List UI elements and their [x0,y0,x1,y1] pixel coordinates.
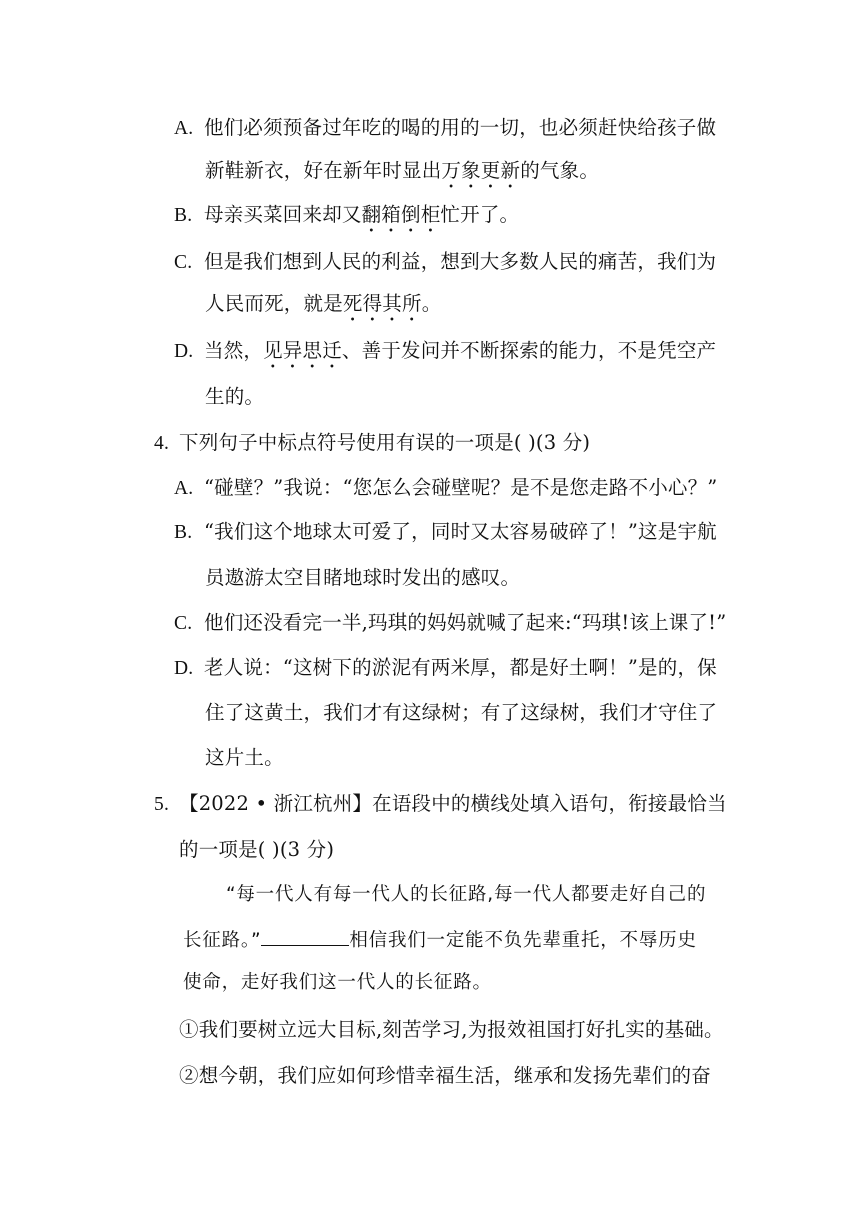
q3-option-b-text: 母亲买菜回来却又 [204,203,362,226]
q3-option-c-text-3: 。 [421,292,442,315]
q5-option-2 [179,1064,711,1088]
q3-option-a-line1 [174,116,716,141]
q4-stem [154,431,590,456]
q3-option-b-idiom: 翻箱倒柜 [361,203,441,226]
q4-number: 4. [154,433,170,454]
q3-option-a-line2 [205,159,599,193]
q4-option-b-line1 [174,520,717,545]
q3-option-c-text: 但是我们想到人民的利益，想到大多数人民的痛苦，我们为 [204,250,717,273]
q4-option-d-label: D. [174,658,194,679]
q3-option-d-line2 [205,385,264,409]
q4-option-a-text: “碰壁？”我说：“您怎么会碰壁呢？是不是您走路不小心？” [204,476,718,499]
q4-option-b-text: “我们这个地球太可爱了，同时又太容易破碎了！”这是宇航 [204,520,717,543]
q3-option-c-line1 [174,250,716,275]
q4-option-a-label: A. [174,478,194,499]
q3-option-d-text-3: 生的。 [205,385,265,408]
q4-stem-text: 下列句子中标点符号使用有误的一项是( )(3 分) [179,431,591,454]
q3-option-a-text-3: 的气象。 [520,159,600,182]
q3-option-d-text: 当然， [204,339,264,362]
q5-passage-line1 [226,883,706,907]
q4-option-a [174,476,717,501]
q5-option-2-text: ②想今朝，我们应如何珍惜幸福生活，继承和发扬先辈们的奋 [179,1064,711,1087]
q3-option-a-idiom: 万象更新 [441,159,521,182]
q5-passage-line2 [183,927,697,953]
q5-passage-text-2: 长征路。” [183,930,262,951]
q4-option-d-line3 [205,746,284,770]
q5-stem-line1 [154,792,727,817]
q4-option-b-label: B. [174,522,193,543]
q4-option-d-text: 老人说：“这树下的淤泥有两米厚，都是好土啊！”是的，保 [204,656,717,679]
q5-passage-line3 [183,971,492,995]
q3-option-d-text-2: 、善于发问并不断探索的能力，不是凭空产 [341,339,717,362]
q5-passage-text-3: 相信我们一定能不负先辈重托，不辱历史 [349,930,697,951]
q4-option-d-text-2: 住了这黄土，我们才有这绿树；有了这绿树，我们才守住了 [205,701,718,724]
q5-stem-text-2: 的一项是( )(3 分) [179,838,335,861]
q4-option-d-line2 [205,701,717,725]
q3-option-a-label: A. [174,118,194,139]
q4-option-b-line2 [205,566,520,590]
q5-stem-text: 【2022 • 浙江杭州】在语段中的横线处填入语句，衔接最恰当 [179,792,727,815]
q3-option-b-label: B. [174,205,193,226]
q4-option-c-label: C. [174,613,193,634]
q5-stem-line2 [179,838,334,862]
q3-option-c-line2 [205,292,441,326]
q3-option-c-text-2: 人民而死，就是 [205,292,343,315]
q3-option-d-label: D. [174,341,194,362]
q4-option-c-text: 他们还没看完一半,玛琪的妈妈就喊了起来:“玛琪!该上课了!” [204,611,727,634]
q3-option-b-text-2: 忙开了。 [440,203,520,226]
q4-option-b-text-2: 员遨游太空目睹地球时发出的感叹。 [205,566,521,589]
q4-option-c [174,611,726,636]
q3-option-c-label: C. [174,252,193,273]
q3-option-d-line1 [174,339,716,373]
q5-option-1 [179,1018,724,1042]
q5-passage-text: “每一代人有每一代人的长征路,每一代人都要走好自己的 [226,884,707,905]
q5-number: 5. [154,794,170,815]
q3-option-b [174,203,519,237]
q3-option-c-idiom: 死得其所 [342,292,422,315]
q5-passage-text-4: 使命，走好我们这一代人的长征路。 [183,972,492,993]
q3-option-a-text: 他们必须预备过年吃的喝的用的一切，也必须赶快给孩子做 [204,116,717,139]
q5-option-1-text: ①我们要树立远大目标,刻苦学习,为报效祖国打好扎实的基础。 [179,1018,724,1041]
q4-option-d-text-3: 这片土。 [205,746,284,769]
q4-option-d-line1 [174,656,717,681]
q3-option-d-idiom: 见异思迁 [263,339,342,362]
fill-in-blank [261,927,349,946]
q3-option-a-text-2: 新鞋新衣，好在新年时显出 [205,159,442,182]
